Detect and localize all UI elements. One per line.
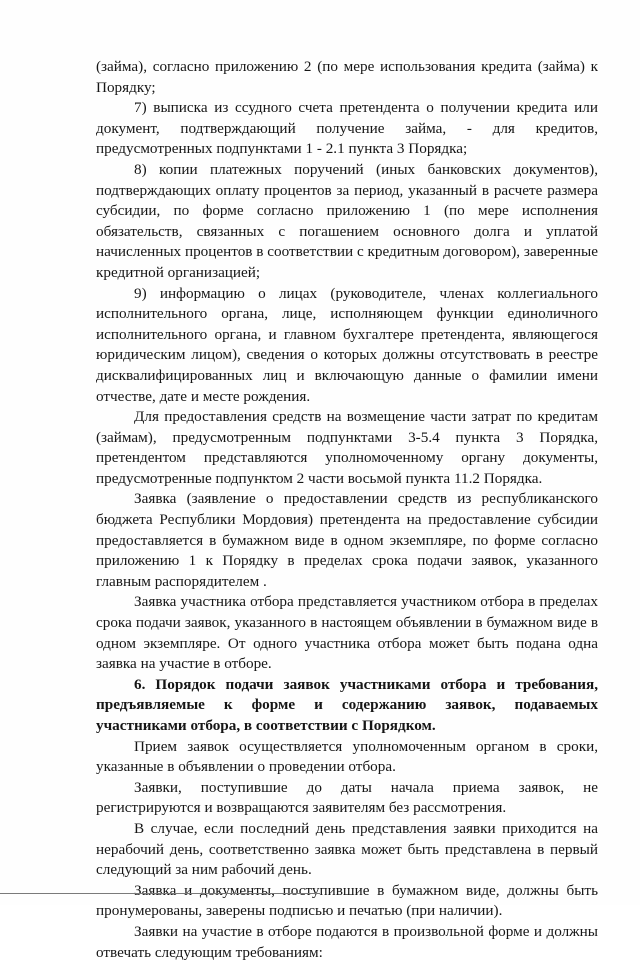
document-body (96, 57, 598, 963)
paragraph-item-8: 8) копии платежных поручений (иных банковских документов), подтверждающих оплату процентов за период, указанный в расчете размера субсидии, по форме согласно приложению 1 (по мере исполнения обязательств, связанных с погашением основного долга и уплатой начисленных процентов в соответствии с кредитным договором), заверенные кредитной организацией; (96, 160, 598, 281)
paragraph-continuation: (займа), согласно приложению 2 (по мере использования кредита (займа) к Порядку; (96, 58, 598, 96)
paragraph-early-applications: Заявки, поступившие до даты начала приема заявок, не регистрируются и возвращаются заявителям без рассмотрения. (96, 778, 598, 817)
paragraph-loans-3-5-4: Для предоставления средств на возмещение части затрат по кредитам (займам), предусмотренным подпунктами 3-5.4 пункта 3 Порядка, претендентом представляются уполномоченному органу документы, предусмотренные подпунктом 2 части восьмой пункта 11.2 Порядка. (96, 408, 598, 487)
paragraph-numbering: Заявка и документы, поступившие в бумажном виде, должны быть пронумерованы, заверены подписью и печатью (при наличии). (96, 881, 598, 920)
section-6-heading: 6. Порядок подачи заявок участниками отбора и требования, предъявляемые к форме и содержанию заявок, подаваемых участниками отбора, в соответствии с Порядком. (96, 675, 598, 734)
paragraph-non-working-day: В случае, если последний день представления заявки приходится на нерабочий день, соответственно заявка может быть представлена в первый следующий за ним рабочий день. (96, 819, 598, 879)
paragraph-item-9: 9) информацию о лицах (руководителе, членах коллегиального исполнительного органа, лице, исполняющем функции единоличного исполнительного органа, и главном бухгалтере претендента, являющегося юридическим лицом), сведения о которых должны отсутствовать в реестре дисквалифицированных лиц и включающую данные о фамилии имени отчестве, дате и месте рождения. (96, 284, 598, 405)
footer-divider (0, 893, 320, 894)
paragraph-participant-application: Заявка участника отбора представляется участником отбора в пределах срока подачи заявок, указанного в настоящем объявлении в бумажном виде в одном экземпляре. От одного участника отбора может быть подана одна заявка на участие в отборе. (96, 593, 598, 673)
paragraph-requirements: Заявки на участие в отборе подаются в произвольной форме и должны отвечать следующим требованиям: (96, 922, 598, 961)
paragraph-item-7: 7) выписка из ссудного счета претендента о получении кредита или документ, подтверждающий получение займа, - для кредитов, предусмотренных подпунктами 1 - 2.1 пункта 3 Порядка; (96, 99, 598, 158)
paragraph-acceptance: Прием заявок осуществляется уполномоченным органом в сроки, указанные в объявлении о проведении отбора. (96, 737, 598, 776)
paragraph-application-form: Заявка (заявление о предоставлении средств из республиканского бюджета Республики Мордовия) претендента на предоставление субсидии предоставляется в бумажном виде в одном экземпляре, по форме согласно приложению 1 к Порядку в пределах срока подачи заявок, указанного главным распорядителем . (96, 490, 598, 590)
